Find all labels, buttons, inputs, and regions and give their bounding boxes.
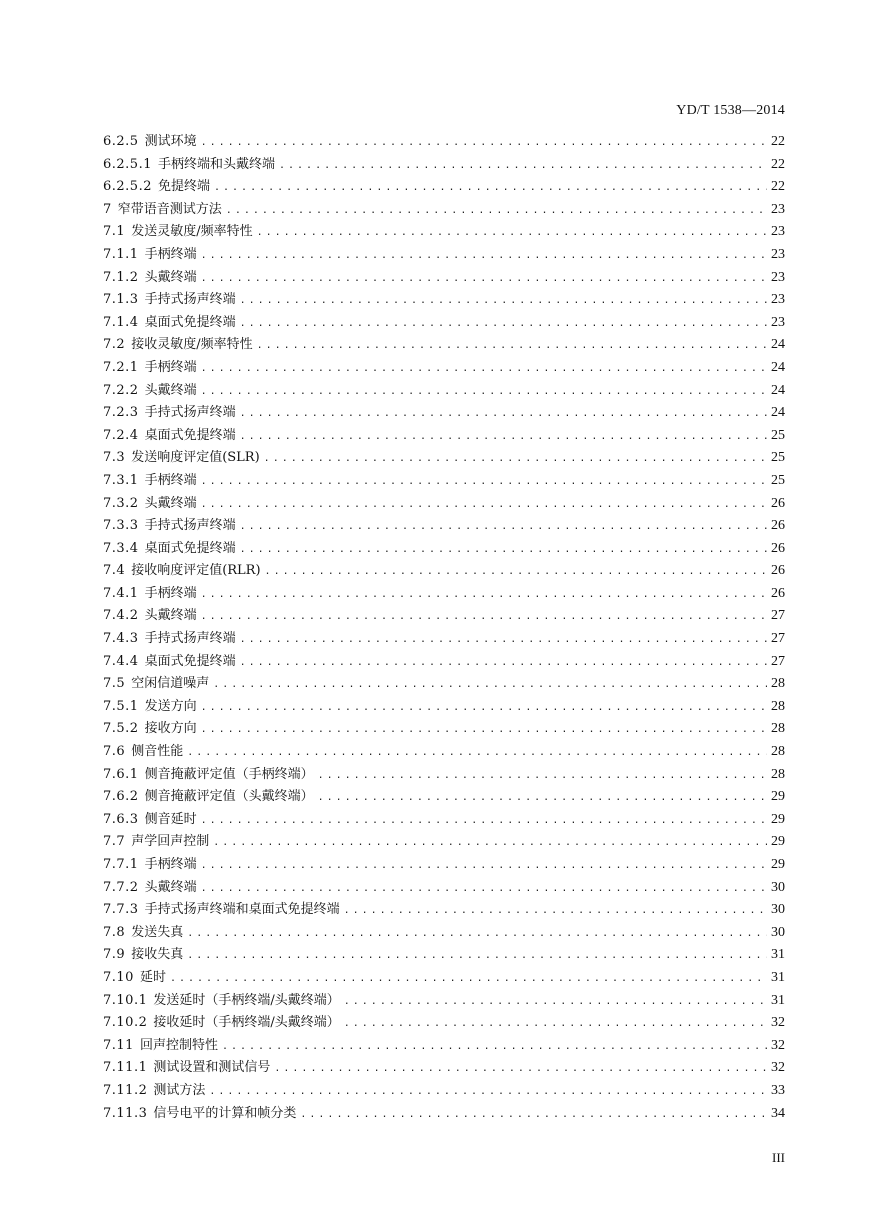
dot-leader (344, 1018, 767, 1029)
toc-entry-number: 7.3.1 (103, 472, 139, 488)
toc-entry[interactable] (103, 921, 785, 944)
dot-leader (201, 611, 767, 622)
toc-entry-number: 7.6.1 (103, 766, 139, 782)
toc-entry-page: 25 (771, 450, 785, 466)
toc-entry-number: 7.5.2 (103, 721, 139, 737)
toc-entry-page: 23 (771, 314, 785, 330)
dot-leader (201, 476, 767, 487)
dot-leader (213, 837, 767, 848)
dot-leader (201, 386, 767, 397)
toc-entry-number: 7.9 (103, 947, 126, 963)
toc-entry[interactable] (103, 695, 785, 718)
toc-entry-title: 侧音性能 (131, 744, 184, 760)
toc-entry[interactable] (103, 989, 785, 1012)
toc-entry-number: 7.1.2 (103, 269, 139, 285)
toc-entry-title: 测试设置和测试信号 (153, 1060, 271, 1076)
toc-entry-number: 7.2.4 (103, 427, 139, 443)
toc-entry[interactable] (103, 492, 785, 515)
toc-entry-title: 接收响度评定值(RLR) (131, 563, 261, 579)
toc-entry-title: 桌面式免提终端 (144, 427, 236, 443)
toc-entry-number: 7.8 (103, 924, 126, 940)
toc-entry-page: 34 (771, 1105, 785, 1121)
toc-entry-page: 24 (771, 382, 785, 398)
toc-entry[interactable] (103, 175, 785, 198)
dot-leader (201, 860, 767, 871)
toc-entry-title: 侧音延时 (144, 811, 197, 827)
dot-leader (257, 340, 767, 351)
toc-entry-page: 29 (771, 857, 785, 872)
toc-entry[interactable] (103, 740, 785, 763)
dot-leader (240, 521, 767, 532)
dot-leader (170, 973, 767, 984)
toc-entry[interactable] (103, 966, 785, 989)
toc-entry-page: 24 (771, 359, 785, 375)
toc-entry-page: 23 (771, 269, 785, 285)
toc-entry-title: 接收灵敏度/频率特性 (131, 337, 253, 353)
dot-leader (344, 905, 767, 916)
toc-entry-title: 手柄终端 (144, 585, 197, 601)
dot-leader (300, 1109, 767, 1120)
toc-entry-title: 手持式扬声终端 (144, 292, 236, 308)
toc-entry-title: 侧音掩蔽评定值（手柄终端） (144, 766, 314, 782)
toc-entry[interactable] (103, 853, 785, 876)
dot-leader (344, 996, 767, 1007)
toc-entry-title: 桌面式免提终端 (144, 314, 236, 330)
toc-entry-number: 7.7.3 (103, 902, 139, 918)
toc-entry[interactable] (103, 672, 785, 695)
toc-entry-title: 发送延时（手柄终端/头戴终端） (153, 992, 340, 1008)
toc-entry-title: 测试环境 (144, 134, 197, 149)
toc-entry-page: 23 (771, 292, 785, 308)
toc-entry[interactable] (103, 717, 785, 740)
toc-entry[interactable] (103, 220, 785, 243)
dot-leader (187, 747, 767, 758)
toc-entry-page: 28 (771, 721, 785, 737)
dot-leader (240, 634, 767, 645)
toc-entry-page: 26 (771, 585, 785, 601)
document-header-id: YD/T 1538—2014 (676, 103, 785, 118)
toc-entry[interactable] (103, 604, 785, 627)
toc-entry-page: 25 (771, 472, 785, 488)
toc-entry-number: 7.7 (103, 834, 126, 850)
toc-entry-number: 7.3.3 (103, 518, 139, 534)
toc-entry-number: 7 (103, 201, 112, 217)
toc-entry-number: 7.4.4 (103, 653, 139, 669)
toc-entry[interactable] (103, 1079, 785, 1102)
toc-entry-title: 发送失真 (131, 924, 184, 940)
toc-entry-title: 延时 (139, 969, 166, 985)
toc-entry-title: 手持式扬声终端 (144, 405, 236, 421)
toc-entry-page: 27 (771, 631, 785, 647)
toc-entry-title: 免提终端 (157, 179, 210, 195)
toc-entry-number: 7.11 (103, 1037, 134, 1053)
toc-entry-page: 28 (771, 698, 785, 714)
toc-entry-number: 7.4.3 (103, 631, 139, 647)
toc-entry-number: 7.5 (103, 676, 126, 692)
toc-entry-page: 29 (771, 834, 785, 850)
toc-entry[interactable] (103, 424, 785, 447)
toc-entry-title: 手柄终端 (144, 359, 197, 375)
dot-leader (201, 363, 767, 374)
toc-entry-number: 7.1.3 (103, 292, 139, 308)
toc-entry-title: 声学回声控制 (131, 834, 210, 850)
toc-entry-page: 23 (771, 201, 785, 217)
toc-entry-number: 7.10.2 (103, 1015, 148, 1031)
toc-entry[interactable] (103, 537, 785, 560)
toc-entry[interactable] (103, 627, 785, 650)
toc-entry-page: 26 (771, 563, 785, 579)
toc-entry-page: 22 (771, 134, 785, 149)
dot-leader (187, 928, 767, 939)
toc-entry-number: 7.7.1 (103, 857, 139, 872)
toc-entry[interactable] (103, 266, 785, 289)
toc-entry-title: 测试方法 (153, 1082, 206, 1098)
toc-entry[interactable] (103, 401, 785, 424)
dot-leader (264, 453, 767, 464)
toc-entry-number: 7.6 (103, 744, 126, 760)
toc-entry-page: 26 (771, 540, 785, 556)
toc-entry-title: 头戴终端 (144, 608, 197, 624)
toc-entry[interactable] (103, 1011, 785, 1034)
dot-leader (318, 770, 767, 781)
toc-entry-number: 7.11.3 (103, 1105, 148, 1121)
dot-leader (240, 544, 767, 555)
toc-entry-title: 窄带语音测试方法 (117, 201, 222, 217)
toc-entry-number: 7.1.1 (103, 246, 139, 262)
toc-entry-number: 7.5.1 (103, 698, 139, 714)
dot-leader (201, 702, 767, 713)
toc-entry-number: 7.10.1 (103, 992, 148, 1008)
toc-entry-title: 手持式扬声终端和桌面式免提终端 (144, 902, 340, 918)
toc-entry-page: 32 (771, 1037, 785, 1053)
toc-entry-title: 桌面式免提终端 (144, 653, 236, 669)
toc-entry-page: 28 (771, 744, 785, 760)
toc-entry-number: 7.2.3 (103, 405, 139, 421)
toc-entry-page: 30 (771, 879, 785, 895)
toc-entry-title: 接收延时（手柄终端/头戴终端） (153, 1015, 340, 1031)
toc-entry-title: 回声控制特性 (139, 1037, 218, 1053)
toc-entry-page: 28 (771, 766, 785, 782)
dot-leader (213, 679, 767, 690)
dot-leader (279, 160, 767, 171)
toc-entry[interactable] (103, 198, 785, 221)
toc-entry[interactable] (103, 243, 785, 266)
toc-entry-page: 31 (771, 947, 785, 963)
toc-entry-number: 6.2.5 (103, 134, 139, 149)
toc-entry[interactable] (103, 1056, 785, 1079)
toc-entry[interactable] (103, 333, 785, 356)
toc-entry[interactable] (103, 469, 785, 492)
toc-entry-title: 手持式扬声终端 (144, 518, 236, 534)
table-of-contents (103, 130, 785, 1124)
toc-entry[interactable] (103, 288, 785, 311)
dot-leader (201, 273, 767, 284)
toc-entry[interactable] (103, 379, 785, 402)
toc-entry-page: 31 (771, 969, 785, 985)
toc-entry-page: 22 (771, 156, 785, 172)
toc-entry-title: 桌面式免提终端 (144, 540, 236, 556)
dot-leader (318, 792, 767, 803)
dot-leader (201, 499, 767, 510)
toc-entry-number: 7.10 (103, 969, 134, 985)
toc-entry[interactable] (103, 1034, 785, 1057)
dot-leader (214, 182, 767, 193)
toc-entry-page: 32 (771, 1060, 785, 1076)
toc-entry-number: 7.4 (103, 563, 126, 579)
toc-entry-title: 手持式扬声终端 (144, 631, 236, 647)
toc-entry[interactable] (103, 650, 785, 673)
dot-leader (201, 589, 767, 600)
toc-entry-number: 6.2.5.2 (103, 179, 152, 195)
toc-entry-number: 7.2.2 (103, 382, 139, 398)
toc-entry-page: 26 (771, 495, 785, 511)
toc-entry-number: 7.4.1 (103, 585, 139, 601)
dot-leader (226, 205, 767, 216)
toc-entry-number: 7.4.2 (103, 608, 139, 624)
toc-entry-page: 27 (771, 653, 785, 669)
dot-leader (240, 408, 767, 419)
toc-entry-title: 侧音掩蔽评定值（头戴终端） (144, 789, 314, 805)
toc-entry-page: 22 (771, 179, 785, 195)
toc-entry-title: 发送响度评定值(SLR) (131, 450, 260, 466)
dot-leader (257, 227, 767, 238)
dot-leader (187, 950, 767, 961)
dot-leader (201, 250, 767, 261)
toc-entry-page: 23 (771, 246, 785, 262)
dot-leader (240, 431, 767, 442)
toc-entry-number: 7.2.1 (103, 359, 139, 375)
toc-entry-page: 26 (771, 518, 785, 534)
toc-entry-title: 手柄终端 (144, 472, 197, 488)
toc-entry[interactable] (103, 785, 785, 808)
toc-entry-page: 30 (771, 924, 785, 940)
toc-entry-page: 29 (771, 811, 785, 827)
toc-entry[interactable] (103, 356, 785, 379)
toc-entry-page: 23 (771, 224, 785, 240)
toc-entry-title: 头戴终端 (144, 269, 197, 285)
toc-entry[interactable] (103, 311, 785, 334)
dot-leader (274, 1063, 767, 1074)
toc-entry-title: 接收失真 (131, 947, 184, 963)
toc-entry-number: 7.3 (103, 450, 126, 466)
dot-leader (240, 295, 767, 306)
toc-entry-number: 7.1 (103, 224, 126, 240)
toc-entry-number: 6.2.5.1 (103, 156, 152, 172)
toc-entry-title: 发送方向 (144, 698, 197, 714)
toc-entry-number: 7.2 (103, 337, 126, 353)
dot-leader (201, 815, 767, 826)
dot-leader (240, 657, 767, 668)
toc-entry-title: 接收方向 (144, 721, 197, 737)
toc-entry-title: 空闲信道噪声 (131, 676, 210, 692)
toc-entry[interactable] (103, 943, 785, 966)
toc-entry-number: 7.6.2 (103, 789, 139, 805)
toc-entry[interactable] (103, 1102, 785, 1125)
dot-leader (209, 1086, 767, 1097)
toc-entry[interactable] (103, 153, 785, 176)
dot-leader (201, 137, 767, 148)
toc-entry-number: 7.3.2 (103, 495, 139, 511)
dot-leader (240, 318, 767, 329)
toc-entry[interactable] (103, 130, 785, 153)
toc-entry-number: 7.7.2 (103, 879, 139, 895)
toc-entry[interactable] (103, 763, 785, 786)
toc-entry-page: 29 (771, 789, 785, 805)
toc-entry[interactable] (103, 582, 785, 605)
dot-leader (265, 566, 767, 577)
toc-entry-number: 7.6.3 (103, 811, 139, 827)
toc-entry-title: 头戴终端 (144, 495, 197, 511)
toc-entry[interactable] (103, 876, 785, 899)
toc-entry[interactable] (103, 830, 785, 853)
toc-entry-page: 24 (771, 405, 785, 421)
toc-entry-title: 发送灵敏度/频率特性 (131, 224, 253, 240)
dot-leader (201, 883, 767, 894)
toc-entry-title: 头戴终端 (144, 879, 197, 895)
page-number: III (772, 1150, 785, 1165)
dot-leader (201, 724, 767, 735)
toc-entry-title: 手柄终端和头戴终端 (157, 156, 275, 172)
toc-entry-page: 28 (771, 676, 785, 692)
toc-entry[interactable] (103, 808, 785, 831)
dot-leader (222, 1041, 767, 1052)
toc-entry-title: 信号电平的计算和帧分类 (153, 1105, 297, 1121)
toc-entry-number: 7.11.1 (103, 1060, 148, 1076)
toc-entry[interactable] (103, 898, 785, 921)
toc-entry[interactable] (103, 446, 785, 469)
toc-entry-title: 手柄终端 (144, 857, 197, 872)
toc-entry-page: 31 (771, 992, 785, 1008)
toc-entry-number: 7.1.4 (103, 314, 139, 330)
toc-entry-page: 27 (771, 608, 785, 624)
toc-entry-number: 7.3.4 (103, 540, 139, 556)
toc-entry-number: 7.11.2 (103, 1082, 148, 1098)
toc-entry-page: 33 (771, 1082, 785, 1098)
toc-entry-page: 32 (771, 1015, 785, 1031)
toc-entry-page: 24 (771, 337, 785, 353)
toc-entry[interactable] (103, 514, 785, 537)
toc-entry-title: 手柄终端 (144, 246, 197, 262)
toc-entry-page: 30 (771, 902, 785, 918)
toc-entry-page: 25 (771, 427, 785, 443)
toc-entry[interactable] (103, 559, 785, 582)
toc-entry-title: 头戴终端 (144, 382, 197, 398)
